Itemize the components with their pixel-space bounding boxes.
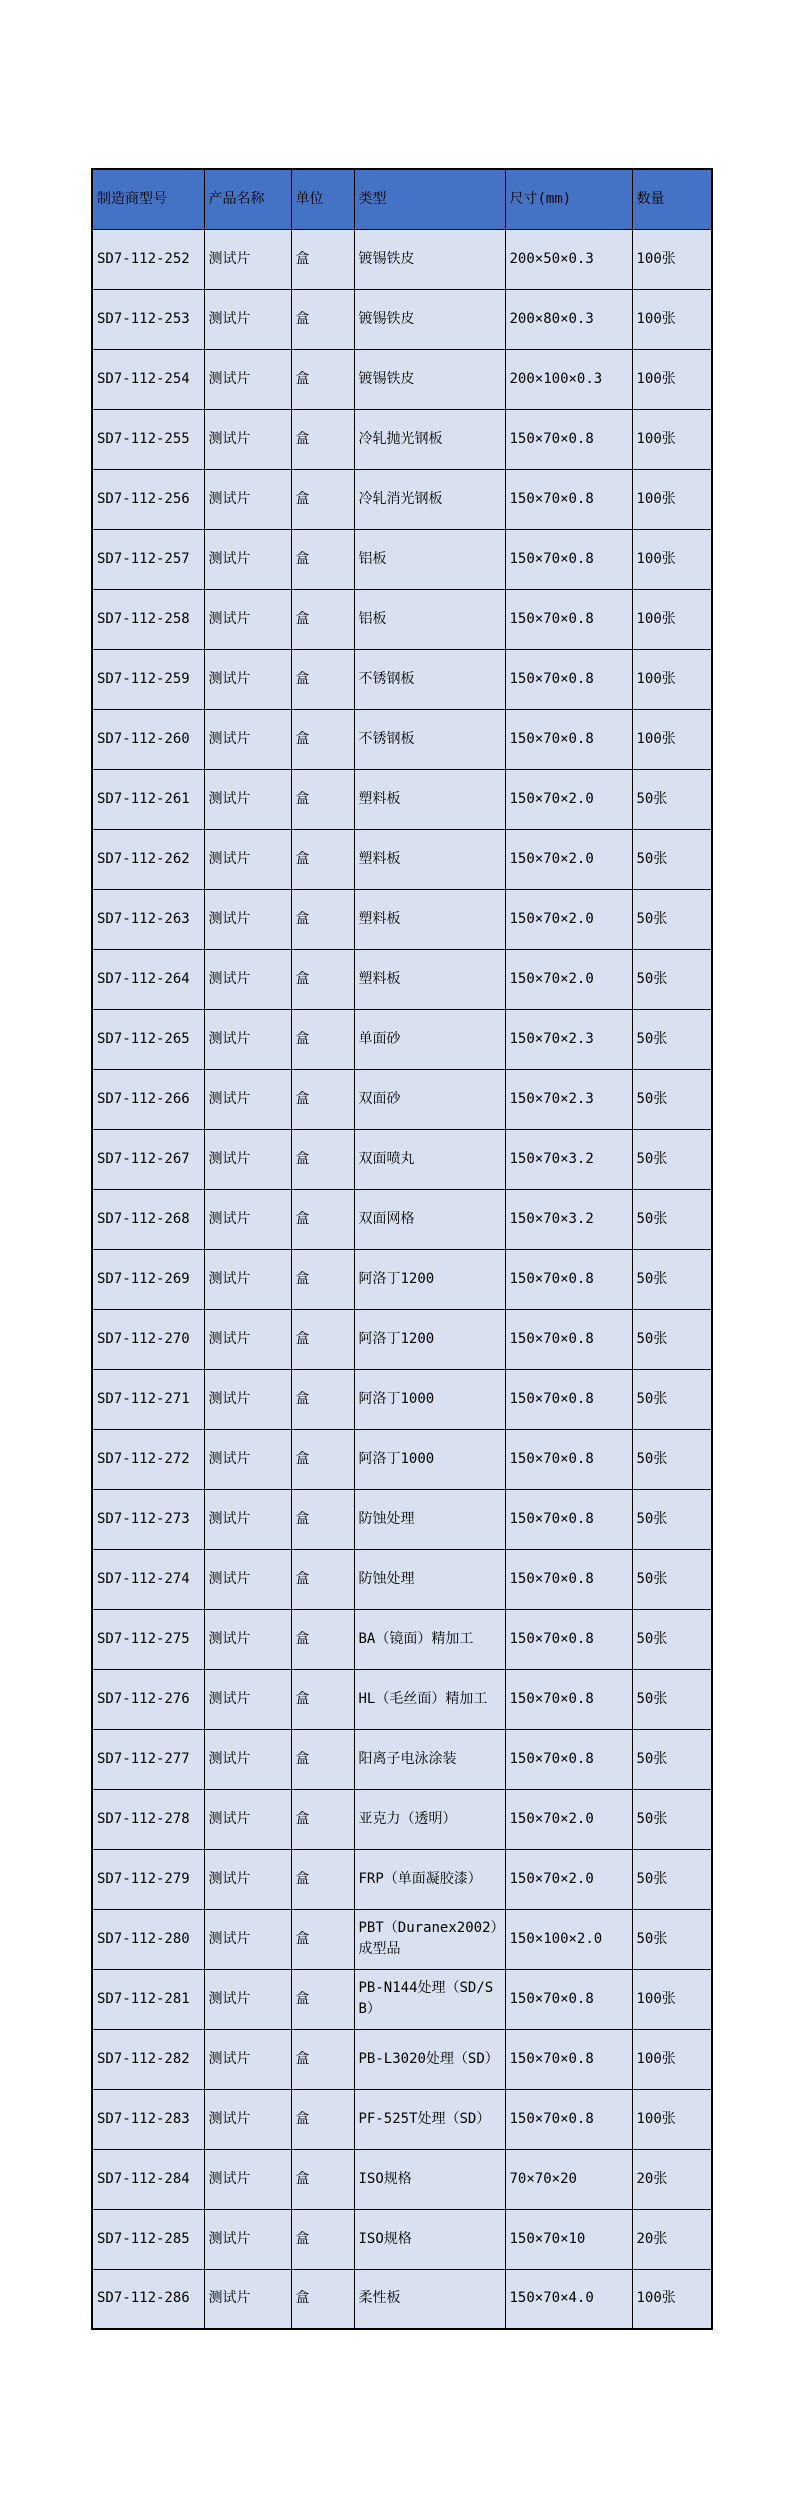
cell-unit: 盒 [291,1849,354,1909]
cell-unit: 盒 [291,1369,354,1429]
cell-size: 150×70×0.8 [505,469,632,529]
cell-unit: 盒 [291,1909,354,1969]
table-row [92,709,712,769]
cell-name: 测试片 [204,2089,291,2149]
cell-model: SD7-112-275 [92,1609,204,1669]
cell-type: 铝板 [354,589,505,649]
cell-size: 150×70×0.8 [505,1369,632,1429]
cell-unit: 盒 [291,1789,354,1849]
cell-size: 150×70×2.0 [505,829,632,889]
cell-size: 150×70×0.8 [505,709,632,769]
cell-qty: 50张 [632,1249,712,1309]
cell-qty: 50张 [632,1549,712,1609]
cell-model: SD7-112-282 [92,2029,204,2089]
cell-type: 塑料板 [354,889,505,949]
column-header-size: 尺寸(mm) [505,169,632,229]
cell-size: 150×70×4.0 [505,2269,632,2329]
cell-type: 亚克力（透明） [354,1789,505,1849]
table-row [92,2029,712,2089]
cell-size: 150×70×2.0 [505,949,632,1009]
cell-qty: 50张 [632,1489,712,1549]
cell-unit: 盒 [291,529,354,589]
cell-name: 测试片 [204,1009,291,1069]
cell-unit: 盒 [291,1429,354,1489]
cell-model: SD7-112-277 [92,1729,204,1789]
cell-model: SD7-112-258 [92,589,204,649]
cell-model: SD7-112-273 [92,1489,204,1549]
table-row [92,1369,712,1429]
cell-model: SD7-112-286 [92,2269,204,2329]
cell-size: 150×70×0.8 [505,1729,632,1789]
cell-qty: 20张 [632,2149,712,2209]
table-row [92,2209,712,2269]
cell-unit: 盒 [291,589,354,649]
cell-model: SD7-112-269 [92,1249,204,1309]
cell-qty: 50张 [632,769,712,829]
cell-type: PB-N144处理（SD/SB） [354,1969,505,2029]
cell-name: 测试片 [204,1549,291,1609]
header-row [92,169,712,229]
cell-name: 测试片 [204,769,291,829]
cell-name: 测试片 [204,529,291,589]
cell-name: 测试片 [204,1129,291,1189]
cell-name: 测试片 [204,889,291,949]
cell-qty: 50张 [632,1069,712,1129]
cell-type: 塑料板 [354,949,505,1009]
cell-model: SD7-112-256 [92,469,204,529]
table-row [92,1189,712,1249]
cell-size: 150×70×0.8 [505,1249,632,1309]
cell-size: 150×100×2.0 [505,1909,632,1969]
cell-qty: 50张 [632,1729,712,1789]
cell-name: 测试片 [204,1609,291,1669]
cell-type: 双面网格 [354,1189,505,1249]
cell-unit: 盒 [291,2269,354,2329]
cell-name: 测试片 [204,829,291,889]
cell-unit: 盒 [291,1129,354,1189]
cell-model: SD7-112-255 [92,409,204,469]
cell-unit: 盒 [291,289,354,349]
cell-type: 镀锡铁皮 [354,229,505,289]
table-row [92,1129,712,1189]
cell-size: 150×70×10 [505,2209,632,2269]
table-row [92,289,712,349]
cell-model: SD7-112-259 [92,649,204,709]
cell-qty: 50张 [632,1789,712,1849]
table-row [92,949,712,1009]
cell-type: BA（镜面）精加工 [354,1609,505,1669]
column-header-name: 产品名称 [204,169,291,229]
cell-model: SD7-112-266 [92,1069,204,1129]
cell-unit: 盒 [291,829,354,889]
cell-name: 测试片 [204,349,291,409]
cell-size: 150×70×0.8 [505,1429,632,1489]
cell-size: 150×70×2.0 [505,769,632,829]
cell-qty: 100张 [632,649,712,709]
cell-name: 测试片 [204,589,291,649]
cell-type: FRP（单面凝胶漆） [354,1849,505,1909]
cell-size: 150×70×0.8 [505,409,632,469]
cell-model: SD7-112-264 [92,949,204,1009]
table-row [92,1609,712,1669]
cell-model: SD7-112-283 [92,2089,204,2149]
cell-type: 阿洛丁1000 [354,1369,505,1429]
cell-model: SD7-112-274 [92,1549,204,1609]
table-body [92,229,712,2329]
cell-model: SD7-112-279 [92,1849,204,1909]
cell-model: SD7-112-278 [92,1789,204,1849]
cell-name: 测试片 [204,289,291,349]
table-row [92,1549,712,1609]
cell-size: 150×70×0.8 [505,1549,632,1609]
cell-type: 阿洛丁1200 [354,1309,505,1369]
cell-qty: 100张 [632,2269,712,2329]
table-row [92,469,712,529]
cell-type: 镀锡铁皮 [354,349,505,409]
table-row [92,1669,712,1729]
cell-type: PBT（Duranex2002）成型品 [354,1909,505,1969]
cell-unit: 盒 [291,769,354,829]
cell-qty: 50张 [632,1309,712,1369]
cell-type: 冷轧消光钢板 [354,469,505,529]
cell-qty: 50张 [632,1609,712,1669]
cell-type: 铝板 [354,529,505,589]
cell-unit: 盒 [291,1969,354,2029]
cell-size: 150×70×0.8 [505,1609,632,1669]
cell-name: 测试片 [204,1069,291,1129]
cell-type: 冷轧抛光钢板 [354,409,505,469]
cell-type: 柔性板 [354,2269,505,2329]
cell-name: 测试片 [204,1849,291,1909]
table-row [92,1909,712,1969]
cell-size: 200×50×0.3 [505,229,632,289]
cell-unit: 盒 [291,349,354,409]
cell-size: 200×80×0.3 [505,289,632,349]
cell-model: SD7-112-285 [92,2209,204,2269]
cell-unit: 盒 [291,2149,354,2209]
table-row [92,1069,712,1129]
column-header-qty: 数量 [632,169,712,229]
cell-unit: 盒 [291,229,354,289]
cell-type: 不锈钢板 [354,649,505,709]
cell-qty: 100张 [632,529,712,589]
cell-unit: 盒 [291,949,354,1009]
cell-type: HL（毛丝面）精加工 [354,1669,505,1729]
cell-name: 测试片 [204,1249,291,1309]
cell-qty: 100张 [632,409,712,469]
table-row [92,1969,712,2029]
cell-unit: 盒 [291,2089,354,2149]
cell-type: 双面喷丸 [354,1129,505,1189]
table-row [92,589,712,649]
cell-unit: 盒 [291,469,354,529]
cell-unit: 盒 [291,1309,354,1369]
cell-name: 测试片 [204,649,291,709]
cell-qty: 50张 [632,1129,712,1189]
table-row [92,1729,712,1789]
table-header [92,169,712,229]
cell-type: 镀锡铁皮 [354,289,505,349]
cell-size: 150×70×2.3 [505,1069,632,1129]
cell-name: 测试片 [204,1489,291,1549]
cell-qty: 50张 [632,1369,712,1429]
cell-size: 150×70×3.2 [505,1129,632,1189]
table-row [92,1429,712,1489]
cell-name: 测试片 [204,709,291,769]
cell-unit: 盒 [291,1189,354,1249]
cell-model: SD7-112-270 [92,1309,204,1369]
cell-size: 150×70×0.8 [505,2029,632,2089]
cell-type: 单面砂 [354,1009,505,1069]
cell-name: 测试片 [204,1729,291,1789]
cell-name: 测试片 [204,2269,291,2329]
cell-model: SD7-112-254 [92,349,204,409]
table-row [92,829,712,889]
cell-unit: 盒 [291,1069,354,1129]
cell-unit: 盒 [291,1549,354,1609]
column-header-type: 类型 [354,169,505,229]
table-row [92,1489,712,1549]
cell-size: 150×70×0.8 [505,1669,632,1729]
cell-unit: 盒 [291,709,354,769]
cell-unit: 盒 [291,1609,354,1669]
table-row [92,1009,712,1069]
cell-qty: 50张 [632,829,712,889]
cell-size: 200×100×0.3 [505,349,632,409]
cell-model: SD7-112-253 [92,289,204,349]
cell-qty: 50张 [632,889,712,949]
cell-size: 70×70×20 [505,2149,632,2209]
table-row [92,1789,712,1849]
cell-qty: 100张 [632,229,712,289]
cell-model: SD7-112-257 [92,529,204,589]
table-row [92,1249,712,1309]
cell-name: 测试片 [204,229,291,289]
cell-name: 测试片 [204,1909,291,1969]
cell-model: SD7-112-281 [92,1969,204,2029]
cell-model: SD7-112-280 [92,1909,204,1969]
cell-name: 测试片 [204,2029,291,2089]
table-row [92,409,712,469]
cell-type: 防蚀处理 [354,1549,505,1609]
cell-size: 150×70×0.8 [505,1969,632,2029]
cell-qty: 100张 [632,349,712,409]
cell-unit: 盒 [291,1729,354,1789]
cell-unit: 盒 [291,409,354,469]
cell-size: 150×70×3.2 [505,1189,632,1249]
cell-qty: 50张 [632,1429,712,1489]
cell-size: 150×70×0.8 [505,1309,632,1369]
cell-model: SD7-112-265 [92,1009,204,1069]
cell-type: ISO规格 [354,2209,505,2269]
cell-unit: 盒 [291,1489,354,1549]
cell-type: 阿洛丁1200 [354,1249,505,1309]
cell-qty: 100张 [632,2089,712,2149]
column-header-model: 制造商型号 [92,169,204,229]
table-row [92,529,712,589]
cell-type: 防蚀处理 [354,1489,505,1549]
column-header-unit: 单位 [291,169,354,229]
cell-qty: 100张 [632,589,712,649]
cell-model: SD7-112-271 [92,1369,204,1429]
cell-qty: 100张 [632,469,712,529]
cell-size: 150×70×2.0 [505,889,632,949]
cell-unit: 盒 [291,649,354,709]
cell-qty: 50张 [632,1009,712,1069]
cell-qty: 50张 [632,949,712,1009]
cell-name: 测试片 [204,1429,291,1489]
cell-name: 测试片 [204,2149,291,2209]
cell-model: SD7-112-262 [92,829,204,889]
cell-name: 测试片 [204,409,291,469]
cell-unit: 盒 [291,2029,354,2089]
cell-unit: 盒 [291,889,354,949]
cell-name: 测试片 [204,1369,291,1429]
cell-type: 塑料板 [354,769,505,829]
cell-type: 双面砂 [354,1069,505,1129]
cell-name: 测试片 [204,469,291,529]
cell-type: 塑料板 [354,829,505,889]
cell-type: 阿洛丁1000 [354,1429,505,1489]
table-row [92,2089,712,2149]
table-row [92,2149,712,2209]
cell-model: SD7-112-272 [92,1429,204,1489]
cell-size: 150×70×0.8 [505,529,632,589]
cell-model: SD7-112-263 [92,889,204,949]
cell-name: 测试片 [204,1309,291,1369]
table-row [92,1849,712,1909]
cell-qty: 50张 [632,1189,712,1249]
cell-qty: 20张 [632,2209,712,2269]
cell-type: 不锈钢板 [354,709,505,769]
cell-unit: 盒 [291,1249,354,1309]
cell-name: 测试片 [204,1789,291,1849]
cell-size: 150×70×2.0 [505,1849,632,1909]
cell-qty: 100张 [632,709,712,769]
cell-size: 150×70×0.8 [505,589,632,649]
cell-model: SD7-112-260 [92,709,204,769]
cell-size: 150×70×0.8 [505,2089,632,2149]
table-row [92,889,712,949]
cell-qty: 50张 [632,1669,712,1729]
table-row [92,349,712,409]
cell-size: 150×70×0.8 [505,649,632,709]
cell-unit: 盒 [291,1669,354,1729]
cell-type: PB-L3020处理（SD） [354,2029,505,2089]
cell-unit: 盒 [291,2209,354,2269]
cell-unit: 盒 [291,1009,354,1069]
cell-size: 150×70×2.3 [505,1009,632,1069]
cell-name: 测试片 [204,1189,291,1249]
cell-model: SD7-112-268 [92,1189,204,1249]
table-row [92,2269,712,2329]
cell-qty: 50张 [632,1849,712,1909]
cell-qty: 100张 [632,2029,712,2089]
cell-name: 测试片 [204,949,291,1009]
cell-qty: 100张 [632,289,712,349]
cell-name: 测试片 [204,1669,291,1729]
product-table [91,168,713,2330]
cell-qty: 100张 [632,1969,712,2029]
table-row [92,229,712,289]
cell-model: SD7-112-267 [92,1129,204,1189]
cell-model: SD7-112-261 [92,769,204,829]
table-row [92,649,712,709]
cell-model: SD7-112-276 [92,1669,204,1729]
cell-model: SD7-112-252 [92,229,204,289]
cell-name: 测试片 [204,2209,291,2269]
cell-size: 150×70×0.8 [505,1489,632,1549]
table-row [92,1309,712,1369]
table-row [92,769,712,829]
cell-model: SD7-112-284 [92,2149,204,2209]
cell-size: 150×70×2.0 [505,1789,632,1849]
cell-name: 测试片 [204,1969,291,2029]
cell-type: 阳离子电泳涂装 [354,1729,505,1789]
cell-qty: 50张 [632,1909,712,1969]
cell-type: PF-525T处理（SD） [354,2089,505,2149]
cell-type: ISO规格 [354,2149,505,2209]
